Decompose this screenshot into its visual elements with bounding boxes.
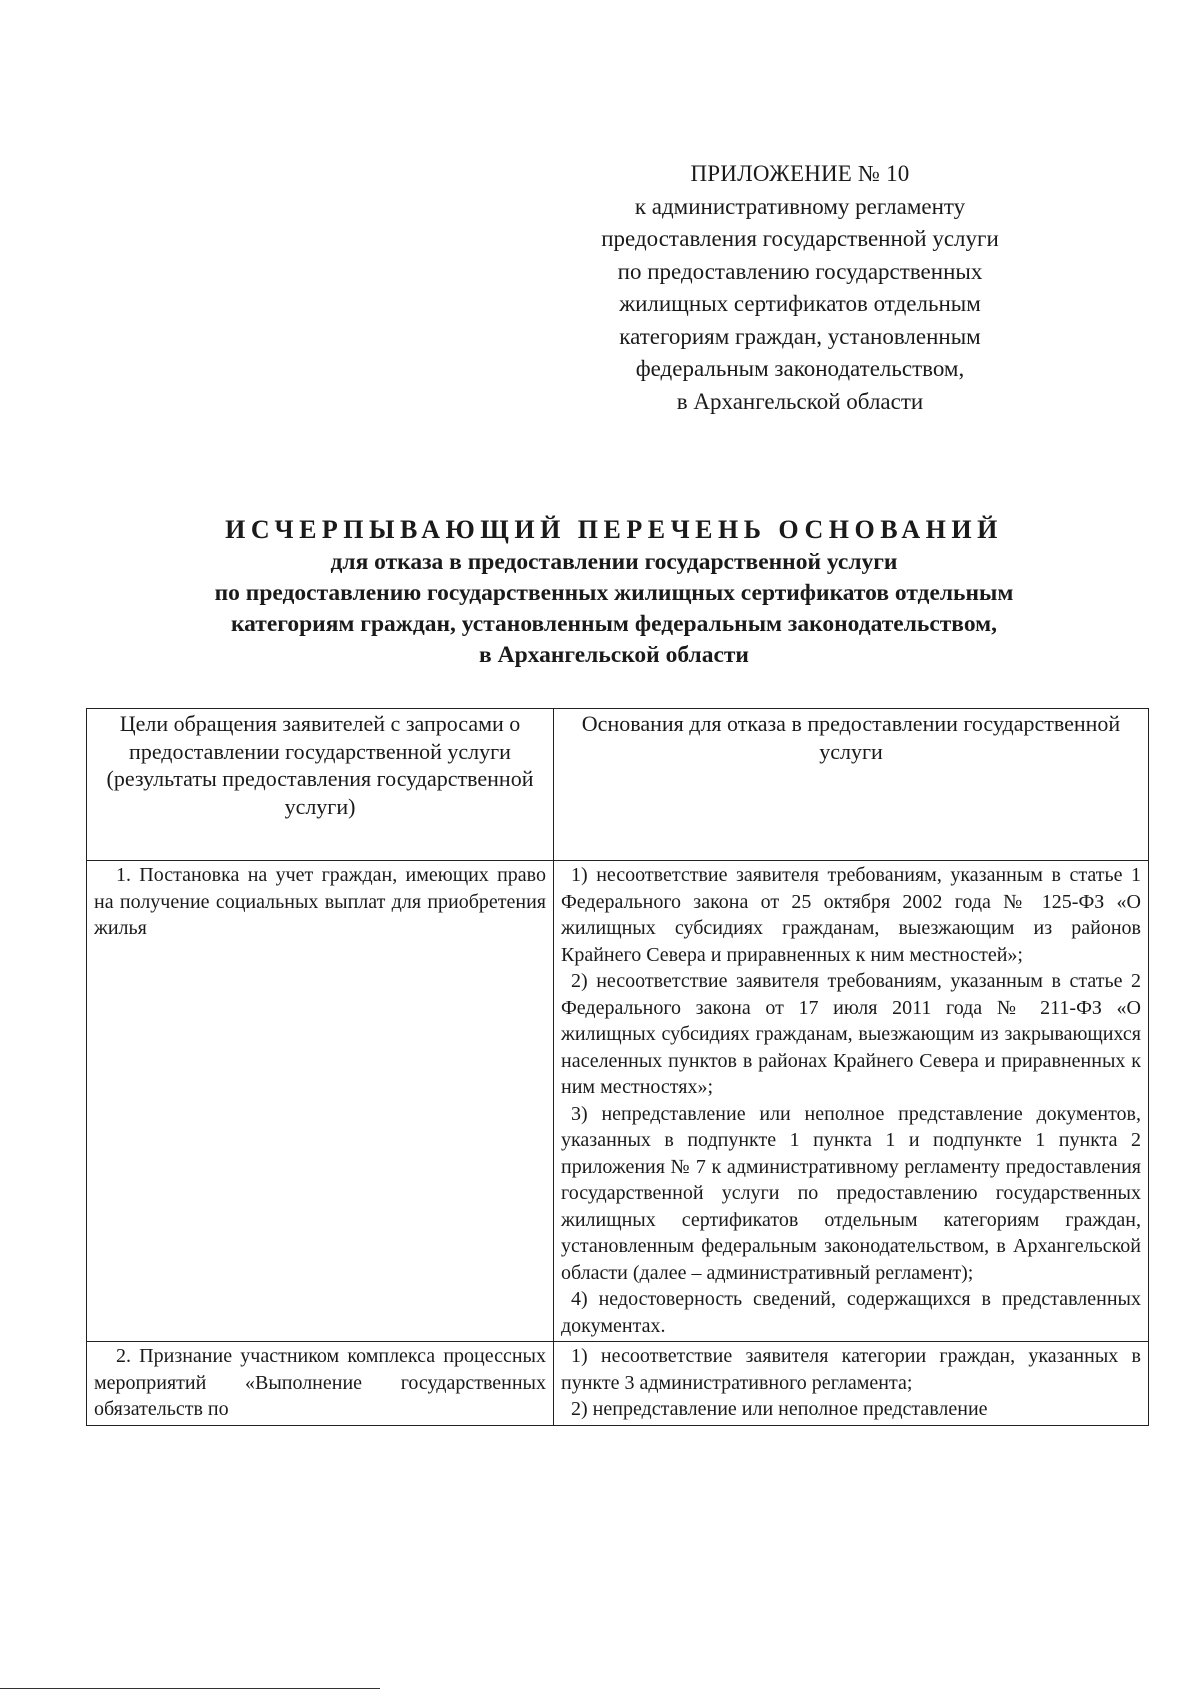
ground-item: 4) недостоверность сведений, содержащихся в представленных документах. <box>561 1288 1141 1337</box>
appendix-line: в Архангельской области <box>676 388 924 414</box>
column-header-goals: Цели обращения заявителей с запросами о предоставлении государственной услуги (результаты предоставления государственной услуги) <box>87 709 554 861</box>
ground-item: 2) непредставление или неполное представление <box>571 1398 988 1420</box>
footnote-separator <box>0 1688 380 1689</box>
appendix-line: федеральным законодательством, <box>635 356 965 381</box>
column-header-grounds: Основания для отказа в предоставлении государственной услуги <box>554 709 1149 861</box>
heading-subtitle-line: по предоставлению государственных жилищных сертификатов отдельным <box>214 580 1014 606</box>
grounds-cell <box>554 861 1149 1342</box>
table-row <box>87 861 1149 1342</box>
appendix-line: предоставления государственной услуги <box>601 226 999 251</box>
heading-subtitle-line: в Архангельской области <box>479 642 749 668</box>
goal-cell: 2. Признание участником комплекса процессных мероприятий «Выполнение государственных обязательств по <box>87 1342 554 1426</box>
appendix-line: категориям граждан, установленным <box>619 323 981 349</box>
ground-item: 1) несоответствие заявителя требованиям, указанным в статье 1 Федерального закона от 25 октября 2002 года № 125-ФЗ «О жилищных субсидиях гражданам, выезжающим из районов Крайнего Севера и приравненных к ним местностей»; <box>561 864 1141 966</box>
heading-subtitle-line: для отказа в предоставлении государственной услуги <box>330 549 898 575</box>
ground-item: 3) непредставление или неполное представление документов, указанных в подпункте 1 пункта 1 и подпункте 1 пункта 2 приложения № 7 к административному регламенту предоставления государственной услуги по предоставлению государственных жилищных сертификатов отдельным категориям граждан, установленным федеральным законодательством, в Архангельской области (далее – административный регламент); <box>561 1102 1141 1284</box>
ground-item: 1) несоответствие заявителя категории граждан, указанных в пункте 3 административного регламента; <box>561 1345 1141 1394</box>
heading-title: ИСЧЕРПЫВАЮЩИЙ ПЕРЕЧЕНЬ ОСНОВАНИЙ <box>225 515 1003 544</box>
grounds-table <box>86 708 1149 1426</box>
appendix-title: ПРИЛОЖЕНИЕ № 10 <box>690 161 910 186</box>
goal-cell: 1. Постановка на учет граждан, имеющих право на получение социальных выплат для приобретения жилья <box>87 861 554 1342</box>
table-row <box>87 1342 1149 1426</box>
grounds-cell <box>554 1342 1149 1426</box>
appendix-line: по предоставлению государственных <box>617 258 983 284</box>
appendix-line: к административному регламенту <box>634 193 966 219</box>
heading-subtitle-line: категориям граждан, установленным федеральным законодательством, <box>230 611 998 637</box>
appendix-line: жилищных сертификатов отдельным <box>619 291 981 316</box>
ground-item: 2) несоответствие заявителя требованиям, указанным в статье 2 Федерального закона от 17 июля 2011 года № 211-ФЗ «О жилищных субсидиях гражданам, выезжающим из закрывающихся населенных пунктов в районах Крайнего Севера и приравненных к ним местностях»; <box>561 970 1141 1098</box>
appendix-block <box>540 158 1060 418</box>
document-heading <box>90 513 1138 671</box>
table-header-row <box>87 709 1149 861</box>
